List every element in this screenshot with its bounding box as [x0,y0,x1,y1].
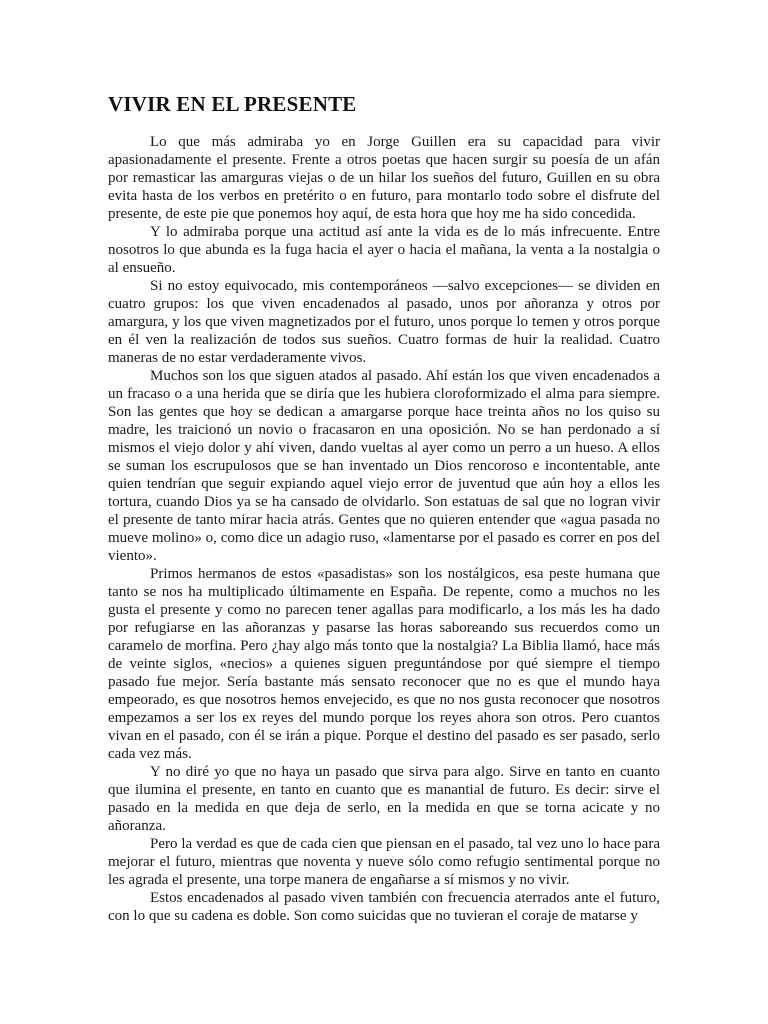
paragraph: Si no estoy equivocado, mis contemporáneos —salvo excepciones— se dividen en cuatro grupos: los que viven encadenados al pasado, unos por añoranza y otros por amargura, y los que viven magnetizados por el futuro, unos porque lo temen y otros porque en él ven la realización de todos sus sueños. Cuatro formas de huir la realidad. Cuatro maneras de no estar verdaderamente vivos. [108,278,660,366]
paragraph: Muchos son los que siguen atados al pasado. Ahí están los que viven encadenados a un fracaso o a una herida que se diría que les hubiera cloroformizado el alma para siempre. Son las gentes que hoy se dedican a amargarse porque hace treinta años no los quiso su madre, les traicionó un novio o fracasaron en una oposición. No se han perdonado a sí mismos el viejo dolor y ahí viven, dando vueltas al ayer como un perro a un hueso. A ellos se suman los escrupulosos que se han inventado un Dios rencoroso e incontentable, ante quien tendrían que seguir expiando aquel viejo error de juventud que aún hoy a ellos les tortura, cuando Dios ya se ha cansado de olvidarlo. Son estatuas de sal que no logran vivir el presente de tanto mirar hacia atrás. Gentes que no quieren entender que «agua pasada no mueve molino» o, como dice un adagio ruso, «lamentarse por el pasado es correr en pos del viento». [108,368,660,564]
paragraph: Lo que más admiraba yo en Jorge Guillen era su capacidad para vivir apasionadamente el presente. Frente a otros poetas que hacen surgir su poesía de un afán por remasticar las amarguras viejas o de un hilar los sueños del futuro, Guillen en su obra evita hasta de los verbos en pretérito o en futuro, para montarlo todo sobre el disfrute del presente, de este pie que ponemos hoy aquí, de esta hora que hoy me ha sido concedida. [108,134,660,222]
paragraph: Pero la verdad es que de cada cien que piensan en el pasado, tal vez uno lo hace para mejorar el futuro, mientras que noventa y nueve sólo como refugio sentimental porque no les agrada el presente, una torpe manera de engañarse a sí mismos y no vivir. [108,836,660,888]
paragraph: Estos encadenados al pasado viven también con frecuencia aterrados ante el futuro, con lo que su cadena es doble. Son como suicidas que no tuvieran el coraje de matarse y [108,890,660,924]
paragraph: Y no diré yo que no haya un pasado que sirva para algo. Sirve en tanto en cuanto que ilumina el presente, en tanto en cuanto que es manantial de futuro. Es decir: sirve el pasado en la medida en que deja de serlo, en la medida en que se torna acicate y no añoranza. [108,764,660,834]
paragraph: Primos hermanos de estos «pasadistas» son los nostálgicos, esa peste humana que tanto se nos ha multiplicado últimamente en España. De repente, como a muchos no les gusta el presente y como no parecen tener agallas para modificarlo, a los más les ha dado por refugiarse en las añoranzas y pasarse las horas saboreando sus recuerdos como un caramelo de morfina. Pero ¿hay algo más tonto que la nostalgia? La Biblia llamó, hace más de veinte siglos, «necios» a quienes siguen preguntándose por qué siempre el tiempo pasado fue mejor. Sería bastante más sensato reconocer que no es que el mundo haya empeorado, es que nosotros hemos envejecido, es que no nos gusta reconocer que nosotros empezamos a ser los ex reyes del mundo porque los reyes ahora son otros. Pero cuantos vivan en el pasado, con él se irán a pique. Porque el destino del pasado es ser pasado, serlo cada vez más. [108,566,660,762]
document-title: VIVIR EN EL PRESENTE [108,92,357,116]
paragraph: Y lo admiraba porque una actitud así ante la vida es de lo más infrecuente. Entre nosotros lo que abunda es la fuga hacia el ayer o hacia el mañana, la venta a la nostalgia o al ensueño. [108,224,660,276]
document-page [108,92,660,925]
